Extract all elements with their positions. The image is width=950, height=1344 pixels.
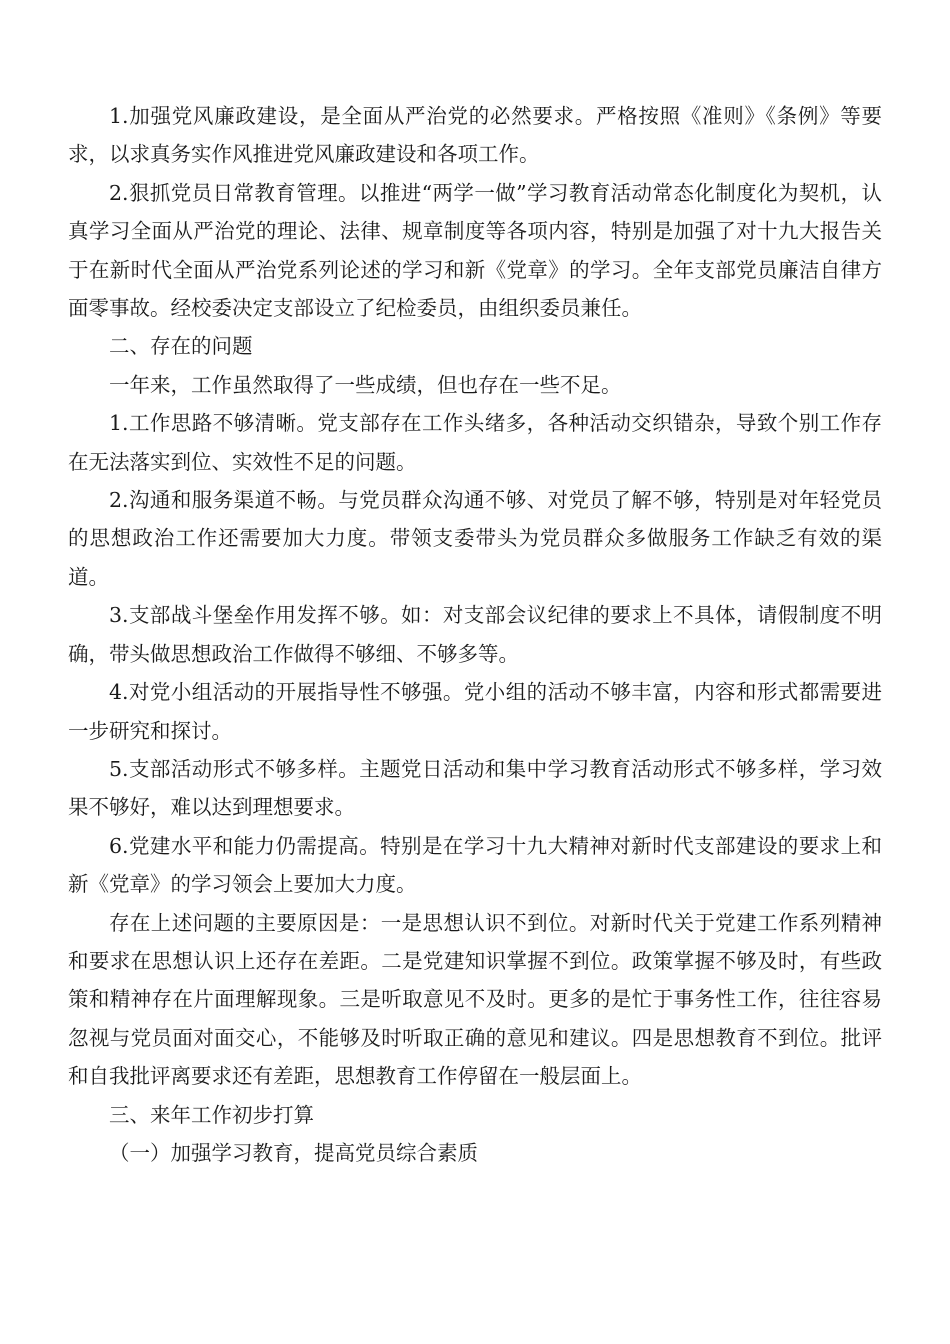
section-heading-next-year-plan: 三、来年工作初步打算	[109, 1102, 314, 1127]
paragraph-root-causes: 存在上述问题的主要原因是：一是思想认识不到位。对新时代关于党建工作系列精神和要求在思想认识上还存在差距。二是党建知识掌握不到位。政策掌握不够及时，有些政策和精神存在片面理解现象。三是听取意见不及时。更多的是忙于事务性工作，往往容易忽视与党员面对面交心，不能够及时听取正确的意见和建议。四是思想教育不到位。批评和自我批评离要求还有差距，思想教育工作停留在一般层面上。	[68, 910, 882, 1089]
paragraph-problems-intro: 一年来，工作虽然取得了一些成绩，但也存在一些不足。	[109, 372, 622, 397]
paragraph-problem-6: 6.党建水平和能力仍需提高。特别是在学习十九大精神对新时代支部建设的要求上和新《党章》的学习领会上要加大力度。	[68, 833, 882, 897]
paragraph-problem-3: 3.支部战斗堡垒作用发挥不够。如：对支部会议纪律的要求上不具体，请假制度不明确，带头做思想政治工作做得不够细、不够多等。	[68, 603, 882, 666]
section-heading-problems: 二、存在的问题	[109, 334, 253, 359]
paragraph-member-education: 2.狠抓党员日常教育管理。以推进“两学一做”学习教育活动常态化制度化为契机，认真学习全面从严治党的理论、法律、规章制度等各项内容，特别是加强了对十九大报告关于在新时代全面从严治党系列论述的学习和新《党章》的学习。全年支部党员廉洁自律方面零事故。经校委决定支部设立了纪检委员，由组织委员兼任。	[68, 180, 882, 321]
paragraph-problem-2: 2.沟通和服务渠道不畅。与党员群众沟通不够、对党员了解不够，特别是对年轻党员的思想政治工作还需要加大力度。带领支委带头为党员群众多做服务工作缺乏有效的渠道。	[68, 488, 882, 589]
paragraph-problem-1: 1.工作思路不够清晰。党支部存在工作头绪多，各种活动交织错杂，导致个别工作存在无法落实到位、实效性不足的问题。	[68, 411, 882, 474]
paragraph-strengthen-integrity: 1.加强党风廉政建设，是全面从严治党的必然要求。严格按照《准则》《条例》等要求，以求真务实作风推进党风廉政建设和各项工作。	[68, 104, 882, 167]
sub-heading-strengthen-study: （一）加强学习教育，提高党员综合素质	[109, 1140, 478, 1165]
document-page	[68, 97, 882, 1172]
paragraph-problem-5: 5.支部活动形式不够多样。主题党日活动和集中学习教育活动形式不够多样，学习效果不够好，难以达到理想要求。	[68, 756, 882, 820]
paragraph-problem-4: 4.对党小组活动的开展指导性不够强。党小组的活动不够丰富，内容和形式都需要进一步研究和探讨。	[68, 680, 882, 743]
